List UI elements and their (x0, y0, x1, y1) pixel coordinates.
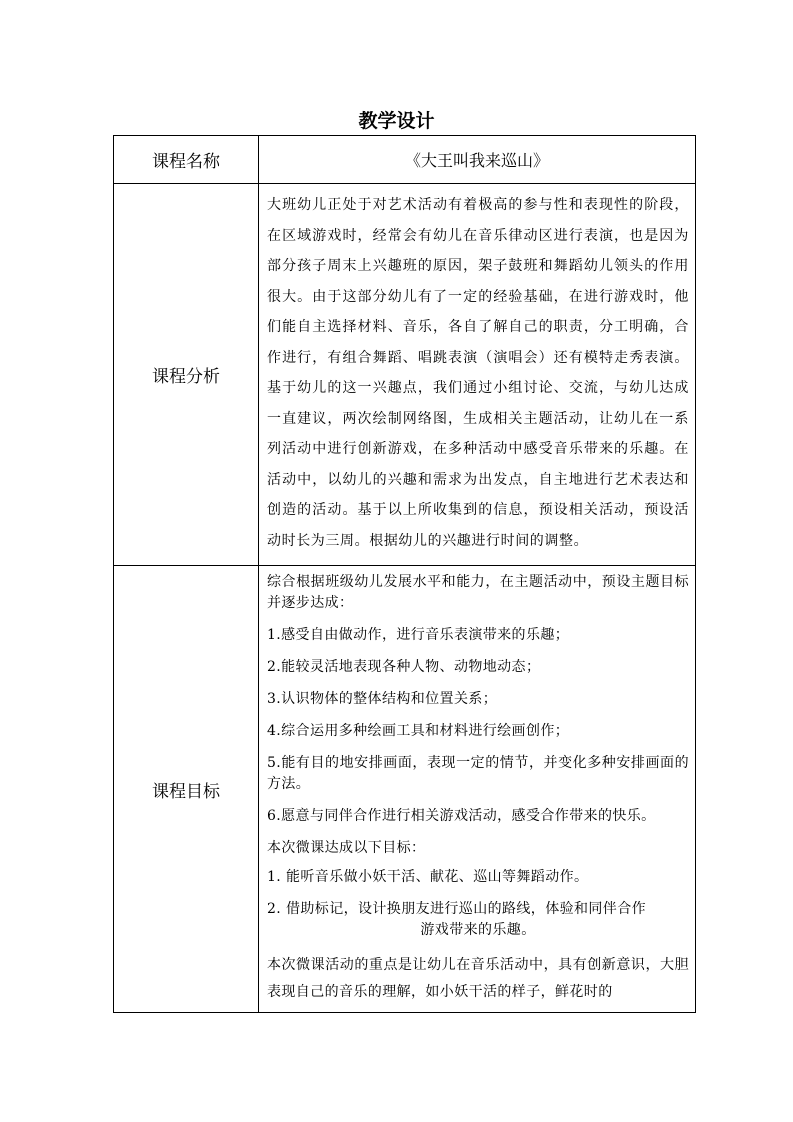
micro-goal-item-2-line2: 游戏带来的乐趣。 (420, 922, 536, 938)
course-name-label: 课程名称 (114, 136, 259, 184)
page-title: 教学设计 (358, 110, 435, 132)
goal-item: 5.能有目的地安排画面，表现一定的情节，并变化多种安排画面的方法。 (267, 755, 689, 792)
course-goals-label: 课程目标 (114, 566, 259, 1013)
goal-item: 4.综合运用多种绘画工具和材料进行绘画创作； (267, 723, 570, 739)
micro-goal-item: 1. 能听音乐做小妖干活、献花、巡山等舞蹈动作。 (267, 869, 589, 885)
course-goals-row (114, 566, 696, 1013)
course-analysis-text: 大班幼儿正处于对艺术活动有着极高的参与性和表现性的阶段，在区域游戏时，经常会有幼儿在音乐律动区进行表演，也是因为部分孩子周末上兴趣班的原因，架子鼓班和舞蹈幼儿领头的作用很大。由于这部分幼儿有了一定的经验基础，在进行游戏时，他们能自主选择材料、音乐，各自了解自己的职责，分工明确，合作进行，有组合舞蹈、唱跳表演（演唱会）还有模特走秀表演。基于幼儿的这一兴趣点，我们通过小组讨论、交流，与幼儿达成一直建议，两次绘制网络图，生成相关主题活动，让幼儿在一系列活动中进行创新游戏，在多种活动中感受音乐带来的乐趣。在活动中，以幼儿的兴趣和需求为出发点，自主地进行艺术表达和创造的活动。基于以上所收集到的信息，预设相关活动，预设活动时长为三周。根据幼儿的兴趣进行时间的调整。 (259, 184, 696, 566)
micro-goal-item-2 (267, 899, 689, 941)
goal-item: 6.愿意与同伴合作进行相关游戏活动，感受合作带来的快乐。 (267, 808, 656, 824)
course-goals-content (259, 566, 696, 1013)
micro-focus-text: 本次微课活动的重点是让幼儿在音乐活动中，具有创新意识，大胆表现自己的音乐的理解，如小妖干活的样子，鲜花时的 (267, 957, 689, 1000)
goal-item: 1.感受自由做动作，进行音乐表演带来的乐趣； (267, 627, 570, 643)
course-analysis-label: 课程分析 (114, 184, 259, 566)
micro-goal-item-2-line1: 2. 借助标记，设计换朋友进行巡山的路线，体验和同伴合作 (267, 901, 647, 917)
goal-item: 3.认识物体的整体结构和位置关系； (267, 691, 498, 707)
course-name-value: 《大王叫我来巡山》 (259, 136, 696, 184)
course-analysis-row (114, 184, 696, 566)
goals-intro: 综合根据班级幼儿发展水平和能力，在主题活动中，预设主题目标并逐步达成： (267, 574, 689, 611)
course-name-row (114, 136, 696, 184)
goal-item: 2.能较灵活地表现各种人物、动物地动态； (267, 659, 541, 675)
lesson-plan-table (113, 135, 696, 1013)
micro-goals-intro: 本次微课达成以下目标： (267, 840, 426, 856)
